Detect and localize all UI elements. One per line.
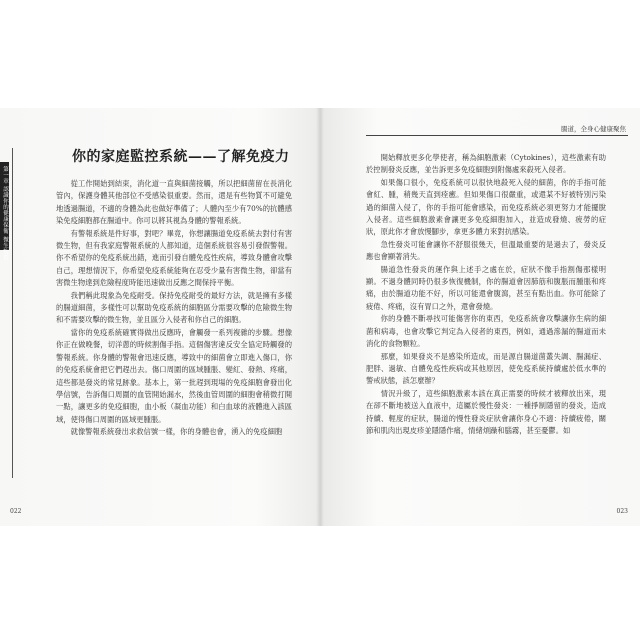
chapter-side-tab — [0, 162, 9, 261]
book-gutter — [316, 108, 324, 526]
right-body-text — [366, 152, 606, 437]
paragraph: 當你的免疫系統確實得做出反應時，會觸發一系列複雜的步驟。想像你正在做晚餐，切洋蔥的時候割傷手指。這個傷害違反安全協定時觸發的警報系統。你身體的警報會迅速反應，導致中的細菌會立即進入傷口，你的免疫系統會把它們趕出去。傷口周圍的區域腫脹、變紅、發熱、疼痛，這些都是發炎的常見跡象。基本上，第一批趕到現場的免疫細胞會發出化學信號，告訴傷口周圍的血管開始漏水，然後血管周圍的細胞會稍微打開一點，讓更多的免疫細胞，血小板（凝血功能）和白血球的液體進入該區域，使得傷口周圍的區域更腫脹。 — [56, 327, 292, 424]
left-page — [0, 108, 320, 526]
section-title: 你的家庭監控系統——了解免疫力 — [72, 149, 290, 165]
book-spread — [0, 108, 640, 526]
page-number: 022 — [10, 508, 22, 515]
paragraph: 開始釋放更多化學使者，稱為細胞激素（Cytokines），這些激素有助於控制發炎反應，並告訴更多免疫細胞到附傷處來殺死入侵者。 — [366, 153, 606, 175]
left-body-text — [56, 178, 292, 439]
side-rule — [12, 148, 13, 478]
paragraph: 腸道急性發炎的運作與上述手之處在於，症狀不像手指割傷那樣明顯。不過身體同時仍很多恢復機制，你的腸道會因肺筋和腹脹而腫脹和疼痛，由於腸道功能不好，所以可能還會腹瀉，甚至有點出血。你可能除了疲倦、疼痛，沒有胃口之外，還會發燒。 — [366, 264, 606, 311]
header-rule — [366, 135, 628, 136]
paragraph: 如果傷口很小，免疫系統可以很快地殺死入侵的細菌，你的手指可能會紅、腫，稍幾天直到痊癒。但如果傷口很嚴重，或還某不好被特別污染過的細菌入侵了，你的手指可能會感染，而免疫系統必須更努力才能擺脫入侵者。這些細胞激素會讓更多免疫細胞加入，並造成發燒、疲勞的症狀，原此你才會放慢腳步，拿更多體力來對抗感染。 — [366, 177, 606, 237]
paragraph: 我們稱此現象為免疫耐受。保持免疫耐受的最好方法，就是擁有多樣的腸道細菌，多樣性可以幫助免疫系統的細胞區分需要攻擊的危險微生物和不需要攻擊的微生物，並且區分入侵者和你自己的細胞。 — [56, 290, 292, 325]
paragraph: 有警報系統是件好事，對吧？畢竟，你想讓腸道免疫系統去對付有害微生物，但有我家庭警報系統的人都知道，這個系統很容易引發假警報。你不希望你的免疫系統出錯，進而引發自體免疫性疾病，導致身體會攻擊自己，理想情況下，你希望免疫系統能夠在忍受少量有害微生物，卻當有害微生物達到危險程度時能迅速做出反應之間保持平衡。 — [56, 228, 292, 288]
paragraph: 那麼，如果發炎不是感染所造成，而是源自腸道菌叢失調、腸漏症、肥胖、過敏、自體免疫性疾病或其他原因，使免疫系統持續處於低水準的警戒狀態，該怎麼辦？ — [366, 351, 606, 386]
chapter-side-tab-text: 第一章 認識你的健康保衛 微生物群 — [2, 166, 8, 261]
paragraph: 就像警報系統發出求救信號一樣，你的身體也會，湧入的免疫細胞 — [70, 427, 283, 437]
page-number: 023 — [616, 508, 628, 515]
paragraph: 你的身體不斷尋找可能傷害你的東西，免疫系統會攻擊讓你生病的細菌和病毒，也會攻擊它判定為入侵者的東西，例如，通過滲漏的腸道而未消化的食物顆粒。 — [366, 314, 606, 349]
paragraph: 從工作開始到結束，消化道一直與細菌接觸，所以把細菌留在長消化管內，保護身體其他部位不受感染很重要。然而，還是有些物質不可避免地透過腸道，不適的身體為此也做好準備了；人體內至少有70%的抗體感染免疫細胞都在腸道中。你可以將其視為身體的警報系統。 — [56, 179, 292, 226]
paragraph: 情況升級了，這些細胞激素本該在真正需要的時候才被釋放出來，現在卻不斷地被送入血液中，這屬於慢性發炎：一種掙制隱留的發炎，造成持續、輕度的症狀，腸道的慢性發炎症狀會讓你身心不適：持續疲倦，關節和肌肉出現皮疹並隱隱作痛，情緒煩躁和腦霧，甚至憂鬱。如 — [366, 388, 606, 435]
running-head: 腸道，全身心健康聚焦 — [561, 125, 626, 133]
right-page — [320, 108, 640, 526]
paragraph: 急性發炎可能會讓你不舒服很幾天，但溫最重要的是過去了，發炎反應也會顯著消失。 — [366, 239, 606, 262]
